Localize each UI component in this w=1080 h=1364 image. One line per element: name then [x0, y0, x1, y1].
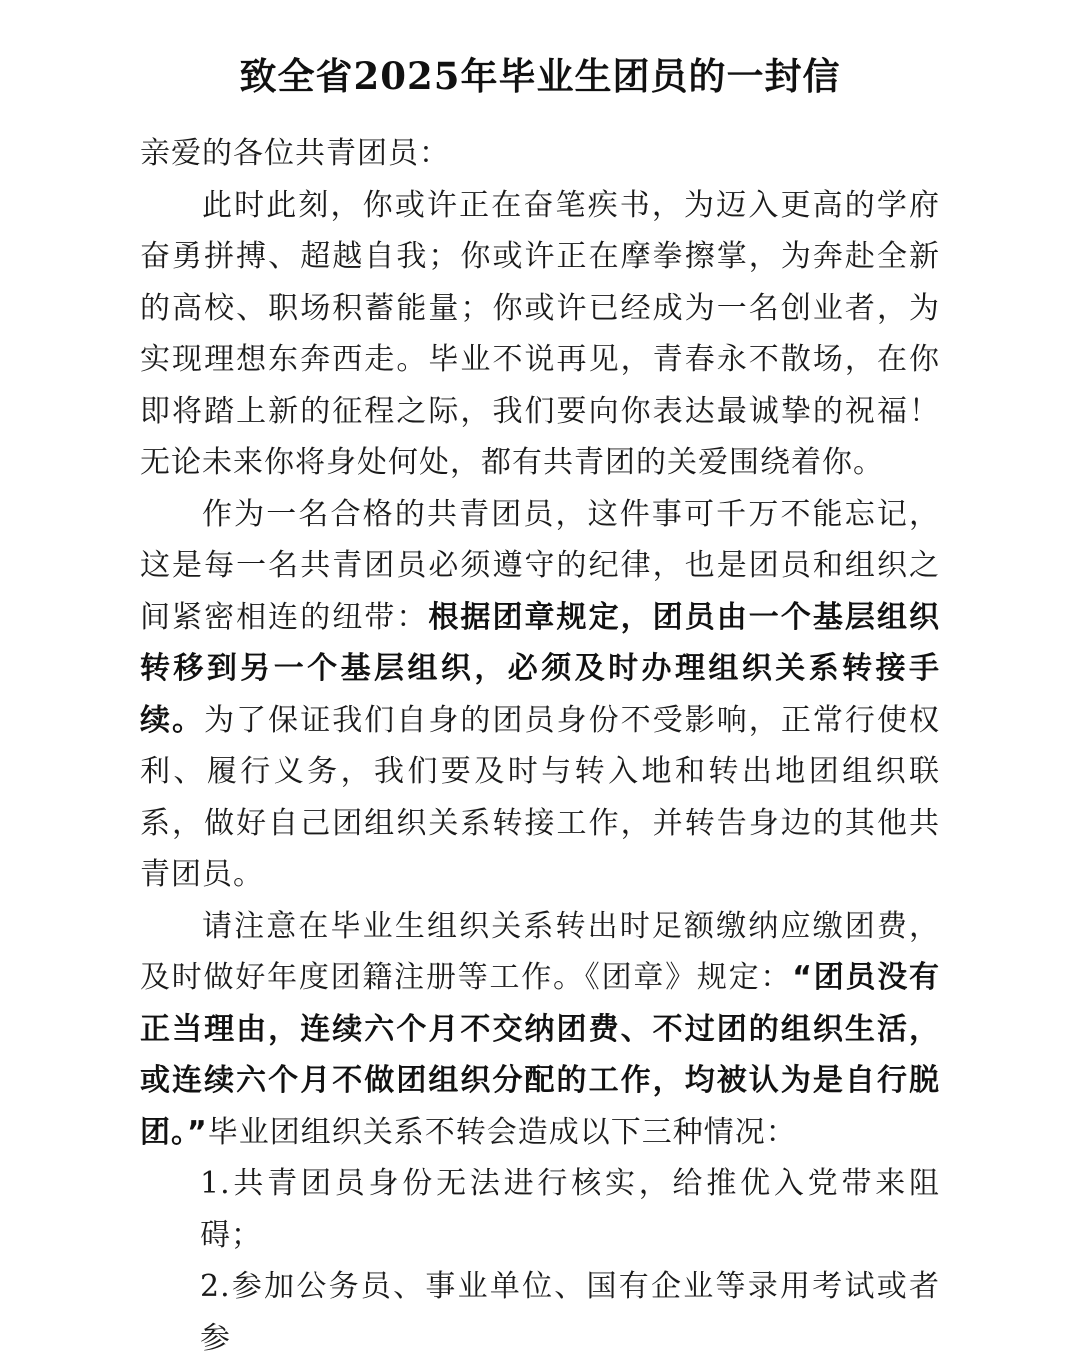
paragraph-3-quote: “团员没有正当理由，连续六个月不交纳团费、不过团的组织生活，或连续六个月不做团组织分配的工作，均被认为是自行脱团。”	[140, 960, 941, 1150]
paragraph-3	[140, 901, 940, 1159]
list-item: 2.参加公务员、事业单位、国有企业等录用考试或者参	[200, 1269, 940, 1356]
letter-title: 致全省2025年毕业生团员的一封信	[239, 54, 841, 98]
paragraph-2-rest: 为了保证我们自身的团员身份不受影响，正常行使权利、履行义务，我们要及时与转入地和转出地团组织联系，做好自己团组织关系转接工作，并转告身边的其他共青团员。	[140, 702, 941, 892]
paragraph-2-intro: 作为一名合格的共青团员，这件事可千万不能忘记，这是每一名共青团员必须遵守的纪律，也是团员和组织之间紧密相连的纽带：	[140, 496, 940, 635]
letter-body	[140, 128, 940, 1364]
paragraph-1: 此时此刻，你或许正在奋笔疾书，为迈入更高的学府奋勇拼搏、超越自我；你或许正在摩拳擦掌，为奔赴全新的高校、职场积蓄能量；你或许已经成为一名创业者，为实现理想东奔西走。毕业不说再见，青春永不散场，在你即将踏上新的征程之际，我们要向你表达最诚挚的祝福！无论未来你将身处何处，都有共青团的关爱围绕着你。	[140, 187, 940, 480]
paragraph-2-emphasis: 根据团章规定，团员由一个基层组织转移到另一个基层组织，必须及时办理组织关系转接手续。	[140, 599, 940, 738]
paragraph-3-rest: 毕业团组织关系不转会造成以下三种情况：	[207, 1114, 797, 1150]
list-item: 1.共青团员身份无法进行核实，给推优入党带来阻碍；	[200, 1166, 940, 1253]
paragraph-3-intro: 请注意在毕业生组织关系转出时足额缴纳应缴团费，及时做好年度团籍注册等工作。《团章》规定：	[140, 908, 940, 995]
salutation: 亲爱的各位共青团员：	[140, 136, 450, 171]
paragraph-2	[140, 489, 940, 901]
